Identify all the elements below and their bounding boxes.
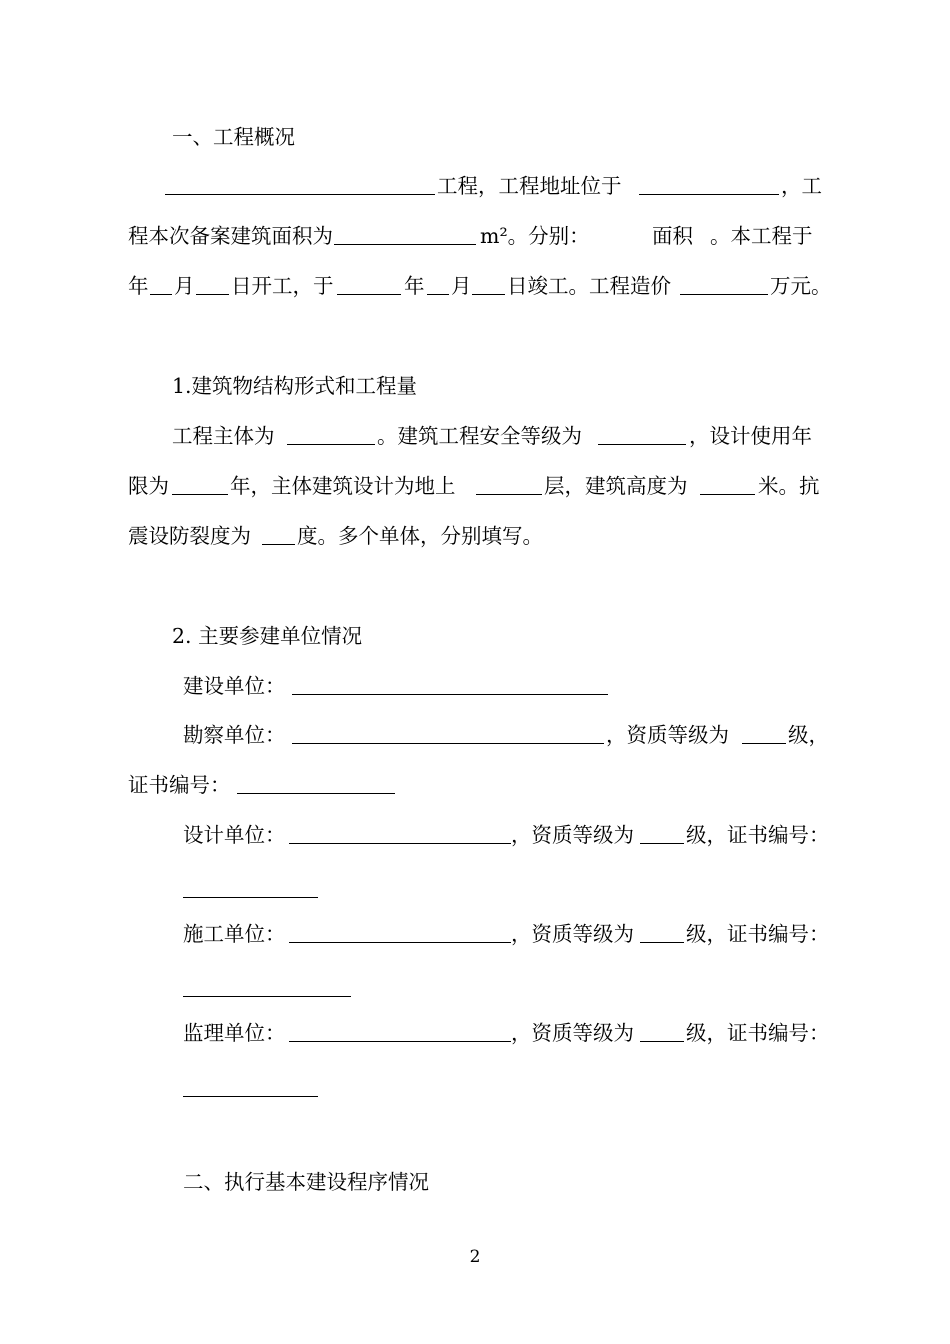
main-structure-blank[interactable] — [287, 423, 375, 445]
survey-unit-blank[interactable] — [292, 722, 604, 744]
construction-unit-blank[interactable] — [292, 673, 608, 695]
survey-cert-blank[interactable] — [237, 772, 395, 794]
survey-unit-label: 勘察单位： — [183, 723, 286, 747]
cert-label: 证书编号： — [128, 773, 231, 797]
grade-suffix: 级， — [788, 723, 829, 747]
structure-text: 层，建筑高度为 — [544, 474, 688, 498]
overview-text: 月 — [451, 274, 472, 298]
overview-text: 年 — [128, 274, 149, 298]
service-years-blank[interactable] — [172, 473, 228, 495]
overview-text: 程本次备案建筑面积为 — [128, 224, 333, 248]
build-grade-blank[interactable] — [640, 921, 684, 943]
survey-grade-label: ，资质等级为 — [606, 723, 729, 747]
overview-text: 万元。 — [770, 274, 832, 298]
structure-text: 米。抗 — [758, 474, 820, 498]
grade-label: ，资质等级为 — [511, 922, 634, 946]
page-number: 2 — [469, 1247, 481, 1267]
overview-text: 工程，工程地址位于 — [437, 174, 622, 198]
build-unit-blank[interactable] — [289, 921, 511, 943]
height-blank[interactable] — [700, 473, 755, 495]
overview-text: 。本工程于 — [710, 224, 813, 248]
section-1-heading: 一、工程概况 — [172, 125, 295, 149]
overview-text: 年 — [404, 274, 425, 298]
grade-label: ，资质等级为 — [511, 1021, 634, 1045]
supervise-grade-blank[interactable] — [640, 1020, 684, 1042]
design-grade-blank[interactable] — [640, 822, 684, 844]
structure-text: 限为 — [128, 474, 169, 498]
design-cert-blank[interactable] — [183, 897, 318, 898]
supervise-unit-blank[interactable] — [289, 1020, 511, 1042]
subsection-1-heading: 1.建筑物结构形式和工程量 — [172, 374, 418, 398]
overview-text: 日开工，于 — [231, 274, 334, 298]
overview-text: 面积 — [652, 224, 693, 248]
overview-text: 月 — [174, 274, 195, 298]
structure-text: 震设防裂度为 — [128, 524, 251, 548]
overview-text: ，工 — [781, 174, 822, 198]
structure-text: 度。多个单体，分别填写。 — [297, 524, 543, 548]
build-unit-label: 施工单位： — [183, 922, 286, 946]
grade-cert-label: 级，证书编号： — [686, 823, 830, 847]
start-month-blank[interactable] — [196, 273, 229, 295]
structure-text: 。建筑工程安全等级为 — [377, 424, 582, 448]
floors-blank[interactable] — [476, 473, 542, 495]
supervise-unit-label: 监理单位： — [183, 1021, 286, 1045]
design-unit-label: 设计单位： — [183, 823, 286, 847]
supervise-unit-line — [0, 1020, 950, 1176]
cost-blank[interactable] — [680, 273, 768, 295]
project-name-blank[interactable] — [165, 173, 435, 195]
start-year-blank[interactable] — [150, 273, 172, 295]
end-day-blank[interactable] — [472, 273, 505, 295]
build-cert-blank[interactable] — [183, 996, 351, 997]
end-year-blank[interactable] — [337, 273, 401, 295]
design-unit-blank[interactable] — [289, 822, 511, 844]
project-address-blank[interactable] — [639, 173, 779, 195]
structure-text: 工程主体为 — [172, 424, 275, 448]
survey-grade-blank[interactable] — [742, 722, 786, 744]
grade-cert-label: 级，证书编号： — [686, 922, 830, 946]
supervise-cert-blank[interactable] — [183, 1096, 318, 1097]
end-month-blank[interactable] — [427, 273, 449, 295]
structure-text: ，设计使用年 — [689, 424, 812, 448]
grade-cert-label: 级，证书编号： — [686, 1021, 830, 1045]
section-2-heading: 二、执行基本建设程序情况 — [183, 1170, 429, 1194]
safety-level-blank[interactable] — [598, 423, 686, 445]
structure-text: 年，主体建筑设计为地上 — [230, 474, 456, 498]
grade-label: ，资质等级为 — [511, 823, 634, 847]
construction-unit-label: 建设单位： — [183, 674, 286, 698]
area-blank[interactable] — [334, 223, 476, 245]
overview-text: m²。分别： — [480, 224, 590, 248]
seismic-level-blank[interactable] — [262, 523, 295, 545]
subsection-2-heading: 2. 主要参建单位情况 — [172, 624, 363, 648]
structure-line-3 — [0, 523, 950, 627]
overview-text: 日竣工。工程造价 — [507, 274, 671, 298]
